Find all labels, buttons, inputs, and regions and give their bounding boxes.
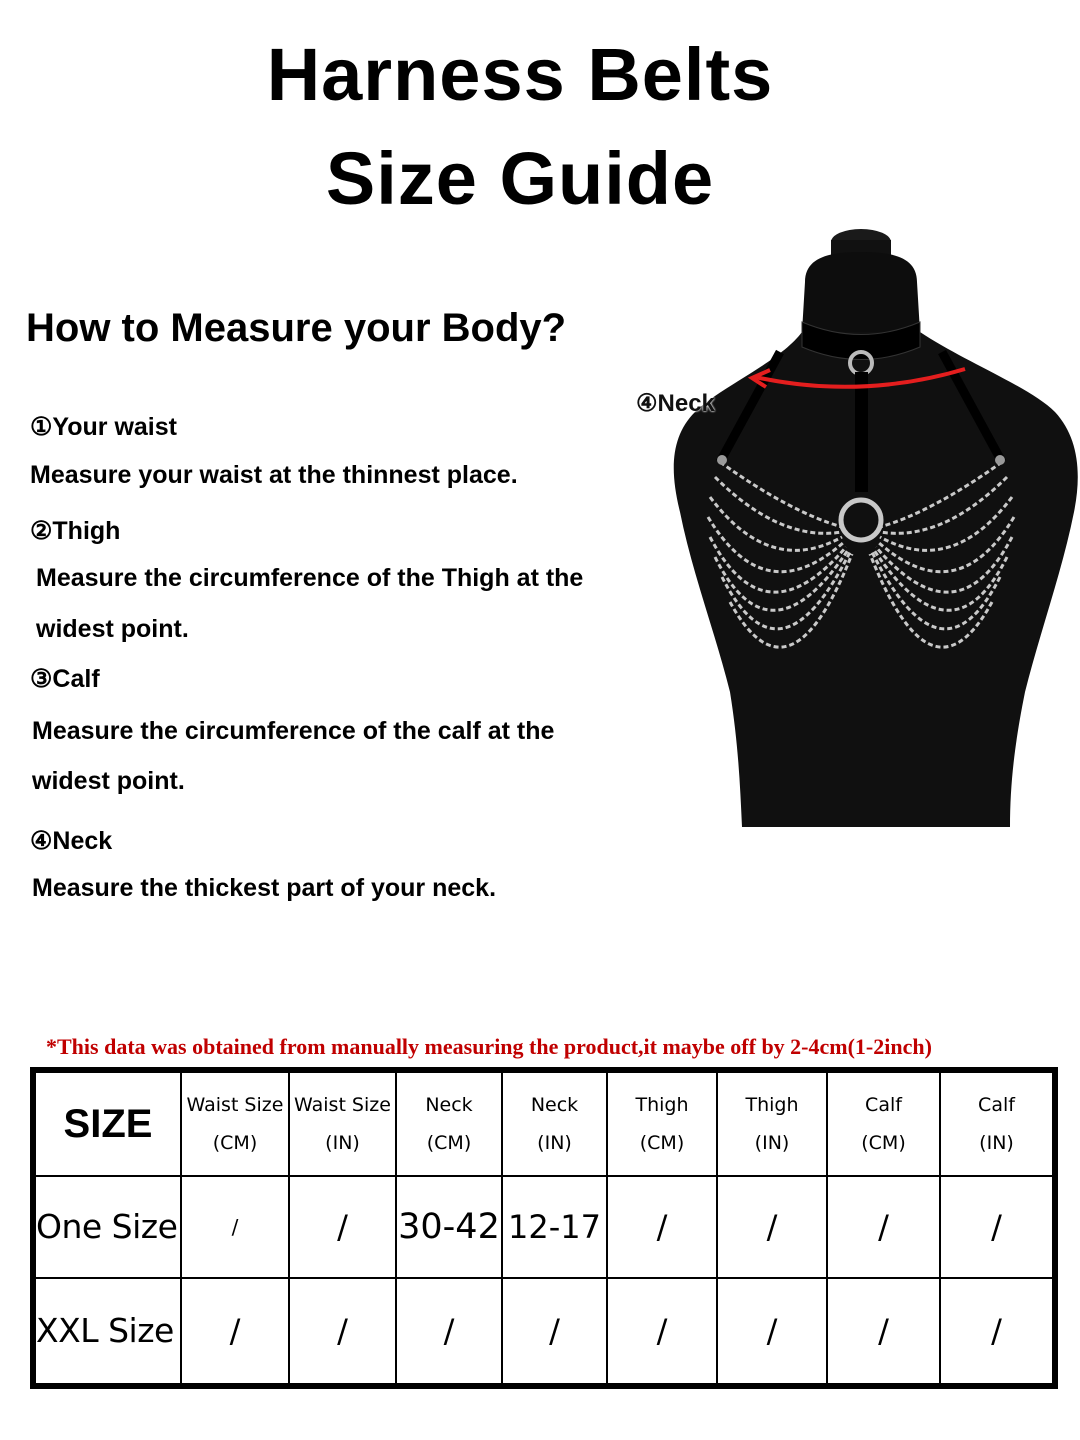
page-title-line-2: Size Guide — [325, 137, 715, 220]
table-cell: / — [607, 1278, 717, 1386]
table-cell: / — [717, 1176, 827, 1278]
step-neck-description: Measure the thickest part of your neck. — [32, 874, 497, 902]
neck-callout-label: ④Neck — [636, 390, 715, 417]
step-thigh-description-line-2: widest point. — [36, 615, 189, 643]
table-header-row — [33, 1070, 1055, 1176]
step-thigh-description-line-1: Measure the circumference of the Thigh at the — [36, 564, 584, 592]
table-cell: / — [827, 1278, 940, 1386]
header-waist-in: Waist Size (IN) — [289, 1070, 396, 1176]
table-cell: / — [940, 1176, 1055, 1278]
header-neck-in: Neck (IN) — [502, 1070, 607, 1176]
table-cell: 30-42 — [396, 1176, 502, 1278]
step-waist-description: Measure your waist at the thinnest place. — [30, 461, 518, 489]
table-cell: / — [181, 1176, 289, 1278]
step-waist-label: ①Your waist — [30, 413, 177, 441]
table-cell: / — [827, 1176, 940, 1278]
table-row — [33, 1278, 1055, 1386]
step-neck-label: ④Neck — [30, 827, 113, 855]
table-cell: / — [502, 1278, 607, 1386]
header-waist-cm: Waist Size (CM) — [181, 1070, 289, 1176]
table-cell: 12-17 — [502, 1176, 607, 1278]
table-row — [33, 1176, 1055, 1278]
size-chart-table — [30, 1067, 1058, 1389]
header-thigh-cm: Thigh (CM) — [607, 1070, 717, 1176]
step-calf-description-line-2: widest point. — [32, 767, 185, 795]
page-title-line-1: Harness Belts — [266, 33, 774, 116]
section-heading: How to Measure your Body? — [26, 306, 567, 350]
step-calf-description-line-1: Measure the circumference of the calf at the — [32, 717, 555, 745]
header-calf-in: Calf (IN) — [940, 1070, 1055, 1176]
step-calf-label: ③Calf — [30, 665, 100, 693]
measurement-disclaimer: *This data was obtained from manually measuring the product,it maybe off by 2-4cm(1-2inch) — [46, 1034, 932, 1059]
table-cell: / — [717, 1278, 827, 1386]
row-size-label: One Size — [33, 1176, 181, 1278]
header-size: SIZE — [33, 1070, 181, 1176]
step-thigh-label: ②Thigh — [30, 517, 121, 545]
table-cell: / — [940, 1278, 1055, 1386]
table-cell: / — [396, 1278, 502, 1386]
table-cell: / — [289, 1176, 396, 1278]
header-neck-cm: Neck (CM) — [396, 1070, 502, 1176]
header-calf-cm: Calf (CM) — [827, 1070, 940, 1176]
row-size-label: XXL Size — [33, 1278, 181, 1386]
header-thigh-in: Thigh (IN) — [717, 1070, 827, 1176]
table-cell: / — [289, 1278, 396, 1386]
table-cell: / — [607, 1176, 717, 1278]
mannequin-harness-photo — [630, 222, 1080, 832]
table-cell: / — [181, 1278, 289, 1386]
